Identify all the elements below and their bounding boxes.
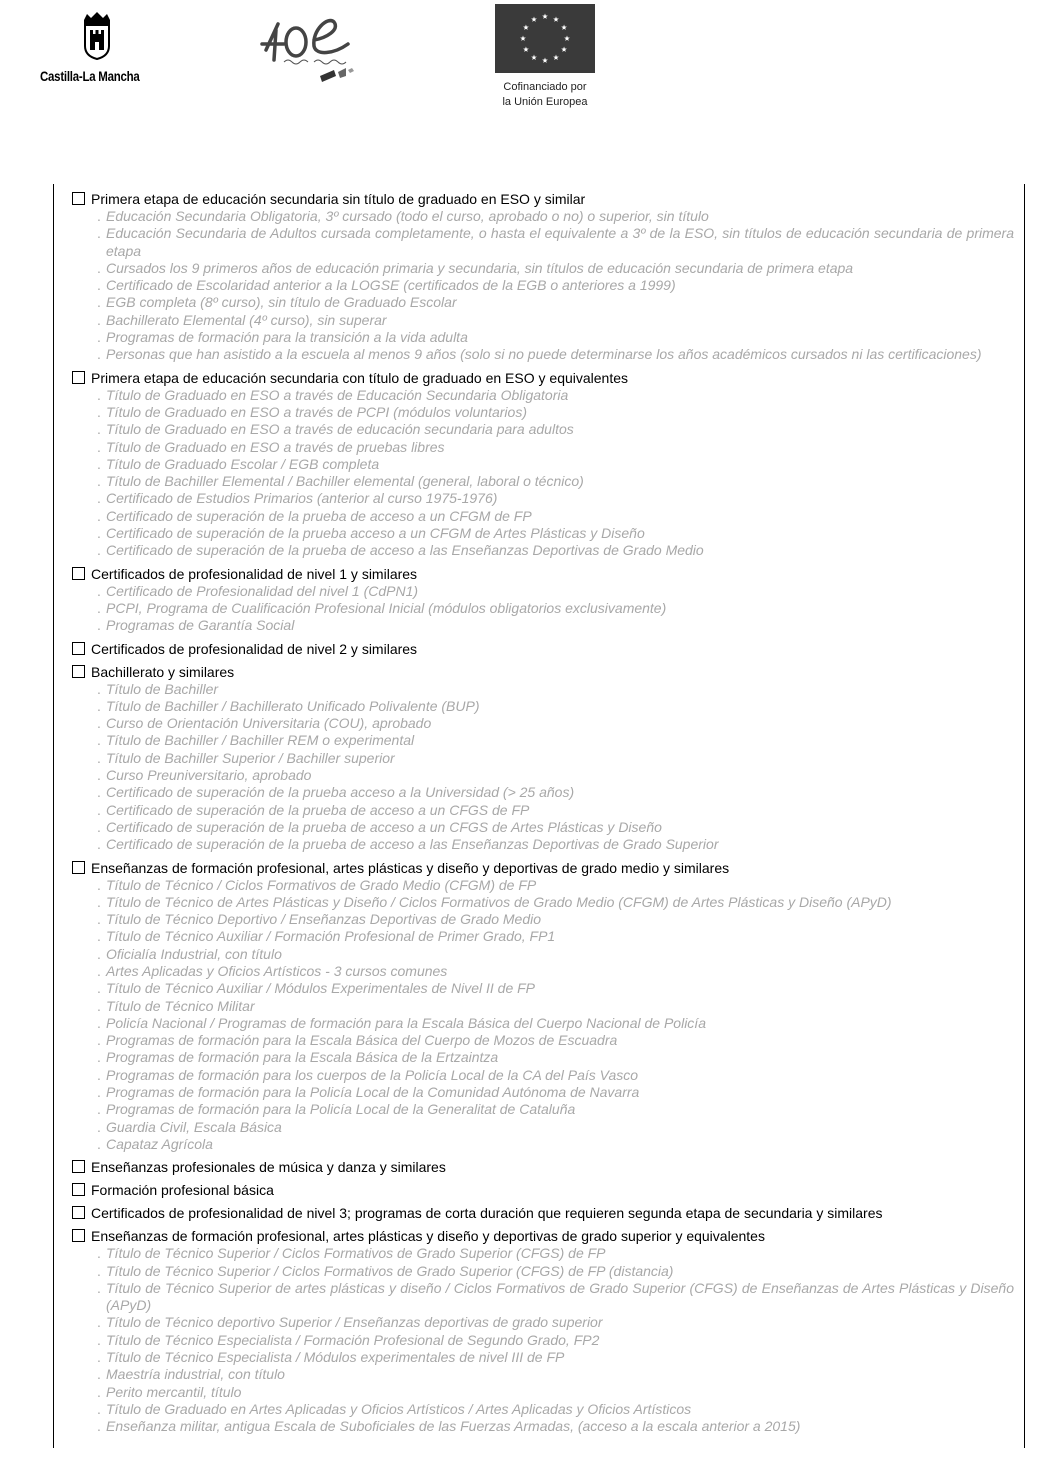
item-bullet: . bbox=[97, 1400, 101, 1417]
page-header bbox=[0, 0, 1063, 180]
item-bullet: . bbox=[97, 876, 101, 893]
item-bullet: . bbox=[97, 490, 101, 507]
list-item bbox=[72, 294, 1014, 311]
item-bullet: . bbox=[97, 911, 101, 928]
item-text: Título de Bachiller Superior / Bachiller superior bbox=[106, 749, 395, 766]
list-item bbox=[72, 802, 1014, 819]
list-item bbox=[72, 617, 1014, 634]
item-bullet: . bbox=[97, 329, 101, 346]
list-item bbox=[72, 928, 1014, 945]
item-text: Personas que han asistido a la escuela al menos 9 años (solo si no puede determinarse los años académicos cursados ni las certificaciones) bbox=[106, 346, 982, 363]
item-text: Certificado de superación de la prueba de acceso a las Enseñanzas Deportivas de Grado Superior bbox=[106, 836, 719, 853]
item-bullet: . bbox=[97, 421, 101, 438]
list-item bbox=[72, 1245, 1014, 1262]
group-title: Enseñanzas de formación profesional, artes plásticas y diseño y deportivas de grado medio y similares bbox=[91, 859, 730, 876]
list-item bbox=[72, 732, 1014, 749]
item-text: Maestría industrial, con título bbox=[106, 1366, 285, 1383]
education-group bbox=[72, 663, 1014, 854]
item-text: Programas de formación para la Escala Básica de la Ertzaintza bbox=[106, 1049, 499, 1066]
list-item bbox=[72, 525, 1014, 542]
list-item bbox=[72, 1263, 1014, 1280]
eu-star-icon bbox=[553, 55, 559, 60]
list-item bbox=[72, 698, 1014, 715]
item-text: Educación Secundaria de Adultos cursada completamente, o hasta el equivalente a 3º de la ESO, sin títulos de educación secundaria de primera etapa bbox=[106, 225, 1014, 259]
education-group bbox=[72, 1181, 1014, 1199]
item-text: Perito mercantil, título bbox=[106, 1383, 242, 1400]
list-item bbox=[72, 1314, 1014, 1331]
item-text: Programas de formación para los cuerpos de la Policía Local de la CA del País Vasco bbox=[106, 1066, 639, 1083]
eu-star-icon bbox=[561, 25, 567, 30]
item-bullet: . bbox=[97, 1366, 101, 1383]
education-group bbox=[72, 369, 1014, 560]
item-text: PCPI, Programa de Cualificación Profesional Inicial (módulos obligatorios exclusivamente) bbox=[106, 599, 667, 616]
item-text: Oficialía Industrial, con título bbox=[106, 945, 282, 962]
group-checkbox[interactable] bbox=[72, 1160, 85, 1173]
item-bullet: . bbox=[97, 818, 101, 835]
list-item bbox=[72, 260, 1014, 277]
item-bullet: . bbox=[97, 259, 101, 276]
group-title: Certificados de profesionalidad de nivel 3; programas de corta duración que requieren segunda etapa de secundaria y similares bbox=[91, 1205, 883, 1222]
item-text: Curso Preuniversitario, aprobado bbox=[106, 767, 312, 784]
item-bullet: . bbox=[97, 599, 101, 616]
item-bullet: . bbox=[97, 386, 101, 403]
item-text: Programas de formación para la transición a la vida adulta bbox=[106, 329, 468, 346]
item-text: Título de Graduado en ESO a través de educación secundaria para adultos bbox=[106, 421, 574, 438]
item-bullet: . bbox=[97, 617, 101, 634]
item-text: Título de Técnico Auxiliar / Formación Profesional de Primer Grado, FP1 bbox=[106, 928, 556, 945]
item-text: Título de Técnico / Ciclos Formativos de Grado Medio (CFGM) de FP bbox=[106, 876, 537, 893]
education-group bbox=[72, 859, 1014, 1154]
item-bullet: . bbox=[97, 997, 101, 1014]
group-items bbox=[72, 877, 1014, 1154]
item-text: Título de Bachiller bbox=[106, 680, 219, 697]
item-text: Título de Graduado en Artes Aplicadas y Oficios Artísticos / Artes Aplicadas y Oficios Artísticos bbox=[106, 1400, 692, 1417]
list-item bbox=[72, 1349, 1014, 1366]
eu-caption bbox=[493, 80, 597, 110]
list-item bbox=[72, 583, 1014, 600]
castilla-la-mancha-logo bbox=[40, 10, 155, 85]
eu-star-icon bbox=[542, 58, 548, 63]
item-text: Título de Graduado en ESO a través de Educación Secundaria Obligatoria bbox=[106, 386, 569, 403]
group-items bbox=[72, 583, 1014, 635]
item-bullet: . bbox=[97, 542, 101, 559]
item-bullet: . bbox=[97, 1418, 101, 1435]
eu-star-icon bbox=[520, 36, 526, 41]
list-item bbox=[72, 1049, 1014, 1066]
item-bullet: . bbox=[97, 1118, 101, 1135]
list-item bbox=[72, 1015, 1014, 1032]
list-item bbox=[72, 456, 1014, 473]
list-item bbox=[72, 1101, 1014, 1118]
item-text: Título de Técnico Deportivo / Enseñanzas Deportivas de Grado Medio bbox=[106, 911, 542, 928]
item-text: Certificado de superación de la prueba acceso a la Universidad (> 25 años) bbox=[106, 784, 575, 801]
item-text: Certificado de superación de la prueba de acceso a un CFGM de FP bbox=[106, 507, 532, 524]
item-text: Certificado de superación de la prueba de acceso a un CFGS de Artes Plásticas y Diseño bbox=[106, 818, 662, 835]
item-text: Título de Técnico Auxiliar / Módulos Experimentales de Nivel II de FP bbox=[106, 980, 536, 997]
group-checkbox[interactable] bbox=[72, 1229, 85, 1242]
item-bullet: . bbox=[97, 473, 101, 490]
list-item bbox=[72, 1136, 1014, 1153]
list-item bbox=[72, 277, 1014, 294]
list-item bbox=[72, 312, 1014, 329]
item-bullet: . bbox=[97, 1314, 101, 1331]
group-checkbox[interactable] bbox=[72, 861, 85, 874]
list-item bbox=[72, 404, 1014, 421]
item-bullet: . bbox=[97, 438, 101, 455]
item-text: Bachillerato Elemental (4º curso), sin superar bbox=[106, 311, 387, 328]
item-text: Título de Técnico Especialista / Módulos experimentales de nivel III de FP bbox=[106, 1349, 565, 1366]
eu-caption-line-2: la Unión Europea bbox=[502, 96, 588, 108]
item-bullet: . bbox=[97, 346, 101, 363]
item-bullet: . bbox=[97, 208, 101, 224]
item-text: Capataz Agrícola bbox=[106, 1135, 213, 1152]
eu-star-icon bbox=[531, 55, 537, 60]
list-item bbox=[72, 387, 1014, 404]
education-group bbox=[72, 190, 1014, 364]
item-text: Certificado de Estudios Primarios (anterior al curso 1975-1976) bbox=[106, 490, 498, 507]
item-text: Título de Bachiller Elemental / Bachiller elemental (general, laboral o técnico) bbox=[106, 473, 584, 490]
group-title: Enseñanzas de formación profesional, artes plásticas y diseño y deportivas de grado superior y equivalentes bbox=[91, 1228, 765, 1245]
list-item bbox=[72, 998, 1014, 1015]
list-item bbox=[72, 819, 1014, 836]
eu-stars-icon bbox=[495, 4, 595, 73]
item-text: Certificado de superación de la prueba de acceso a las Enseñanzas Deportivas de Grado Medio bbox=[106, 542, 704, 559]
group-title: Certificados de profesionalidad de nivel 2 y similares bbox=[91, 640, 418, 657]
education-group bbox=[72, 565, 1014, 635]
item-bullet: . bbox=[97, 801, 101, 818]
item-text: Certificado de Profesionalidad del nivel 1 (CdPN1) bbox=[106, 582, 419, 599]
list-item bbox=[72, 508, 1014, 525]
group-heading bbox=[72, 663, 1014, 681]
item-bullet: . bbox=[97, 680, 101, 697]
item-bullet: . bbox=[97, 962, 101, 979]
group-items bbox=[72, 1245, 1014, 1435]
eu-star-icon bbox=[523, 47, 529, 52]
list-item bbox=[72, 1280, 1014, 1315]
item-text: Guardia Civil, Escala Básica bbox=[106, 1118, 282, 1135]
item-bullet: . bbox=[97, 1349, 101, 1366]
group-title: Primera etapa de educación secundaria sin título de graduado en ESO y similar bbox=[91, 191, 586, 207]
item-bullet: . bbox=[97, 1279, 101, 1296]
list-item bbox=[72, 980, 1014, 997]
list-item bbox=[72, 894, 1014, 911]
item-bullet: . bbox=[97, 784, 101, 801]
group-title: Formación profesional básica bbox=[91, 1182, 274, 1199]
item-bullet: . bbox=[97, 928, 101, 945]
item-text: Enseñanza militar, antigua Escala de Suboficiales de las Fuerzas Armadas, (acceso a la escala anterior a 2015) bbox=[106, 1418, 801, 1435]
item-text: Título de Bachiller / Bachiller REM o experimental bbox=[106, 732, 415, 749]
item-bullet: . bbox=[97, 455, 101, 472]
item-bullet: . bbox=[97, 1084, 101, 1101]
item-bullet: . bbox=[97, 507, 101, 524]
list-item bbox=[72, 963, 1014, 980]
item-bullet: . bbox=[97, 893, 101, 910]
eu-cofinanced-logo bbox=[493, 3, 597, 115]
item-text: Título de Bachiller / Bachillerato Unificado Polivalente (BUP) bbox=[106, 697, 480, 714]
group-heading bbox=[72, 1204, 1014, 1222]
item-bullet: . bbox=[97, 767, 101, 784]
group-items bbox=[72, 681, 1014, 854]
list-item bbox=[72, 439, 1014, 456]
item-text: Certificado de Escolaridad anterior a la LOGSE (certificados de la EGB o anteriores a 1999) bbox=[106, 277, 676, 294]
item-text: Policía Nacional / Programas de formación para la Escala Básica del Cuerpo Nacional de Policía bbox=[106, 1014, 706, 1031]
item-bullet: . bbox=[97, 311, 101, 328]
list-item bbox=[72, 542, 1014, 559]
list-item bbox=[72, 1418, 1014, 1435]
group-checkbox[interactable] bbox=[72, 642, 85, 655]
group-checkbox[interactable] bbox=[72, 1183, 85, 1196]
item-text: Título de Técnico Superior / Ciclos Formativos de Grado Superior (CFGS) de FP (distancia) bbox=[106, 1262, 674, 1279]
item-text: Programas de Garantía Social bbox=[106, 617, 295, 634]
eu-flag-icon bbox=[495, 4, 595, 73]
list-item bbox=[72, 473, 1014, 490]
group-checkbox[interactable] bbox=[72, 1206, 85, 1219]
eu-star-icon bbox=[523, 25, 529, 30]
item-bullet: . bbox=[97, 1383, 101, 1400]
list-item bbox=[72, 225, 1014, 260]
list-item bbox=[72, 600, 1014, 617]
item-bullet: . bbox=[97, 945, 101, 962]
group-checkbox[interactable] bbox=[72, 192, 85, 205]
item-bullet: . bbox=[97, 225, 101, 242]
item-bullet: . bbox=[97, 697, 101, 714]
group-checkbox[interactable] bbox=[72, 665, 85, 678]
list-item bbox=[72, 421, 1014, 438]
clm-logo-text: Castilla-La Mancha bbox=[40, 68, 140, 84]
education-group bbox=[72, 1204, 1014, 1222]
list-item bbox=[72, 946, 1014, 963]
list-item bbox=[72, 208, 1014, 225]
list-item bbox=[72, 877, 1014, 894]
list-item bbox=[72, 784, 1014, 801]
list-item bbox=[72, 911, 1014, 928]
list-item bbox=[72, 681, 1014, 698]
item-bullet: . bbox=[97, 294, 101, 311]
eu-star-icon bbox=[531, 16, 537, 21]
education-group bbox=[72, 1158, 1014, 1176]
list-item bbox=[72, 490, 1014, 507]
list-item bbox=[72, 750, 1014, 767]
list-item bbox=[72, 1401, 1014, 1418]
group-heading bbox=[72, 1158, 1014, 1176]
item-text: Certificado de superación de la prueba de acceso a un CFGS de FP bbox=[106, 801, 530, 818]
eu-star-icon bbox=[561, 47, 567, 52]
item-bullet: . bbox=[97, 277, 101, 294]
list-item bbox=[72, 346, 1014, 363]
list-item bbox=[72, 836, 1014, 853]
list-item bbox=[72, 1067, 1014, 1084]
anniversary-40-logo bbox=[256, 10, 368, 88]
list-item bbox=[72, 1332, 1014, 1349]
item-text: Título de Graduado Escolar / EGB completa bbox=[106, 455, 380, 472]
group-heading bbox=[72, 1181, 1014, 1199]
item-text: Cursados los 9 primeros años de educación primaria y secundaria, sin títulos de educación secundaria de primera etapa bbox=[106, 259, 854, 276]
eu-star-icon bbox=[564, 36, 570, 41]
group-heading bbox=[72, 565, 1014, 583]
item-bullet: . bbox=[97, 1135, 101, 1152]
item-bullet: . bbox=[97, 1331, 101, 1348]
item-bullet: . bbox=[97, 1066, 101, 1083]
item-bullet: . bbox=[97, 1049, 101, 1066]
list-item bbox=[72, 767, 1014, 784]
item-bullet: . bbox=[97, 836, 101, 853]
item-bullet: . bbox=[97, 1101, 101, 1118]
castle-crown-icon bbox=[78, 10, 116, 60]
list-item bbox=[72, 1384, 1014, 1401]
education-level-list bbox=[72, 190, 1014, 1436]
item-text: Título de Técnico Especialista / Formación Profesional de Segundo Grado, FP2 bbox=[106, 1331, 600, 1348]
item-bullet: . bbox=[97, 715, 101, 732]
education-group bbox=[72, 1227, 1014, 1435]
item-text: Curso de Orientación Universitaria (COU), aprobado bbox=[106, 715, 432, 732]
list-item bbox=[72, 1084, 1014, 1101]
group-items bbox=[72, 208, 1014, 364]
item-text: Título de Graduado en ESO a través de PCPI (módulos voluntarios) bbox=[106, 403, 527, 420]
item-bullet: . bbox=[97, 749, 101, 766]
item-bullet: . bbox=[97, 732, 101, 749]
education-group bbox=[72, 640, 1014, 658]
eu-caption-line-1: Cofinanciado por bbox=[503, 81, 587, 93]
item-text: Título de Técnico deportivo Superior / Enseñanzas deportivas de grado superior bbox=[106, 1314, 603, 1331]
item-bullet: . bbox=[97, 525, 101, 542]
anniversary-logo-icon bbox=[256, 10, 368, 88]
item-text: Certificado de superación de la prueba acceso a un CFGM de Artes Plásticas y Diseño bbox=[106, 525, 645, 542]
item-text: Programas de formación para la Escala Básica del Cuerpo de Mozos de Escuadra bbox=[106, 1032, 618, 1049]
item-bullet: . bbox=[97, 1032, 101, 1049]
item-text: Programas de formación para la Policía Local de la Generalitat de Cataluña bbox=[106, 1101, 576, 1118]
list-item bbox=[72, 329, 1014, 346]
item-text: Artes Aplicadas y Oficios Artísticos - 3 cursos comunes bbox=[106, 962, 448, 979]
item-bullet: . bbox=[97, 582, 101, 599]
eu-star-icon bbox=[542, 14, 548, 19]
list-item bbox=[72, 1366, 1014, 1383]
group-checkbox[interactable] bbox=[72, 567, 85, 580]
item-text: Título de Técnico Superior de artes plásticas y diseño / Ciclos Formativos de Grado Superior (CFGS) de Enseñanzas de Artes Plásticas y Diseño (APyD) bbox=[106, 1279, 1014, 1314]
item-text: Educación Secundaria Obligatoria, 3º cursado (todo el curso, aprobado o no) o superior, sin título bbox=[106, 208, 709, 224]
item-bullet: . bbox=[97, 1014, 101, 1031]
group-title: Primera etapa de educación secundaria con título de graduado en ESO y equivalentes bbox=[91, 369, 629, 386]
item-bullet: . bbox=[97, 403, 101, 420]
group-heading bbox=[72, 640, 1014, 658]
item-bullet: . bbox=[97, 1245, 101, 1262]
item-bullet: . bbox=[97, 980, 101, 997]
group-checkbox[interactable] bbox=[72, 371, 85, 384]
list-item bbox=[72, 1032, 1014, 1049]
item-text: Título de Graduado en ESO a través de pruebas libres bbox=[106, 438, 445, 455]
item-bullet: . bbox=[97, 1262, 101, 1279]
item-text: EGB completa (8º curso), sin título de Graduado Escolar bbox=[106, 294, 457, 311]
list-item bbox=[72, 1119, 1014, 1136]
item-text: Título de Técnico Superior / Ciclos Formativos de Grado Superior (CFGS) de FP bbox=[106, 1245, 606, 1262]
group-heading bbox=[72, 369, 1014, 387]
group-title: Certificados de profesionalidad de nivel 1 y similares bbox=[91, 565, 418, 582]
group-title: Bachillerato y similares bbox=[91, 663, 235, 680]
list-item bbox=[72, 715, 1014, 732]
item-text: Programas de formación para la Policía Local de la Comunidad Autónoma de Navarra bbox=[106, 1084, 640, 1101]
item-text: Título de Técnico de Artes Plásticas y Diseño / Ciclos Formativos de Grado Medio (CFGM) de Artes Plásticas y Diseño (APyD) bbox=[106, 893, 892, 910]
group-heading bbox=[72, 1227, 1014, 1245]
group-title: Enseñanzas profesionales de música y danza y similares bbox=[91, 1159, 446, 1176]
group-items bbox=[72, 387, 1014, 560]
eu-star-icon bbox=[553, 16, 559, 21]
item-text: Título de Técnico Militar bbox=[106, 997, 255, 1014]
group-heading bbox=[72, 190, 1014, 208]
group-heading bbox=[72, 859, 1014, 877]
